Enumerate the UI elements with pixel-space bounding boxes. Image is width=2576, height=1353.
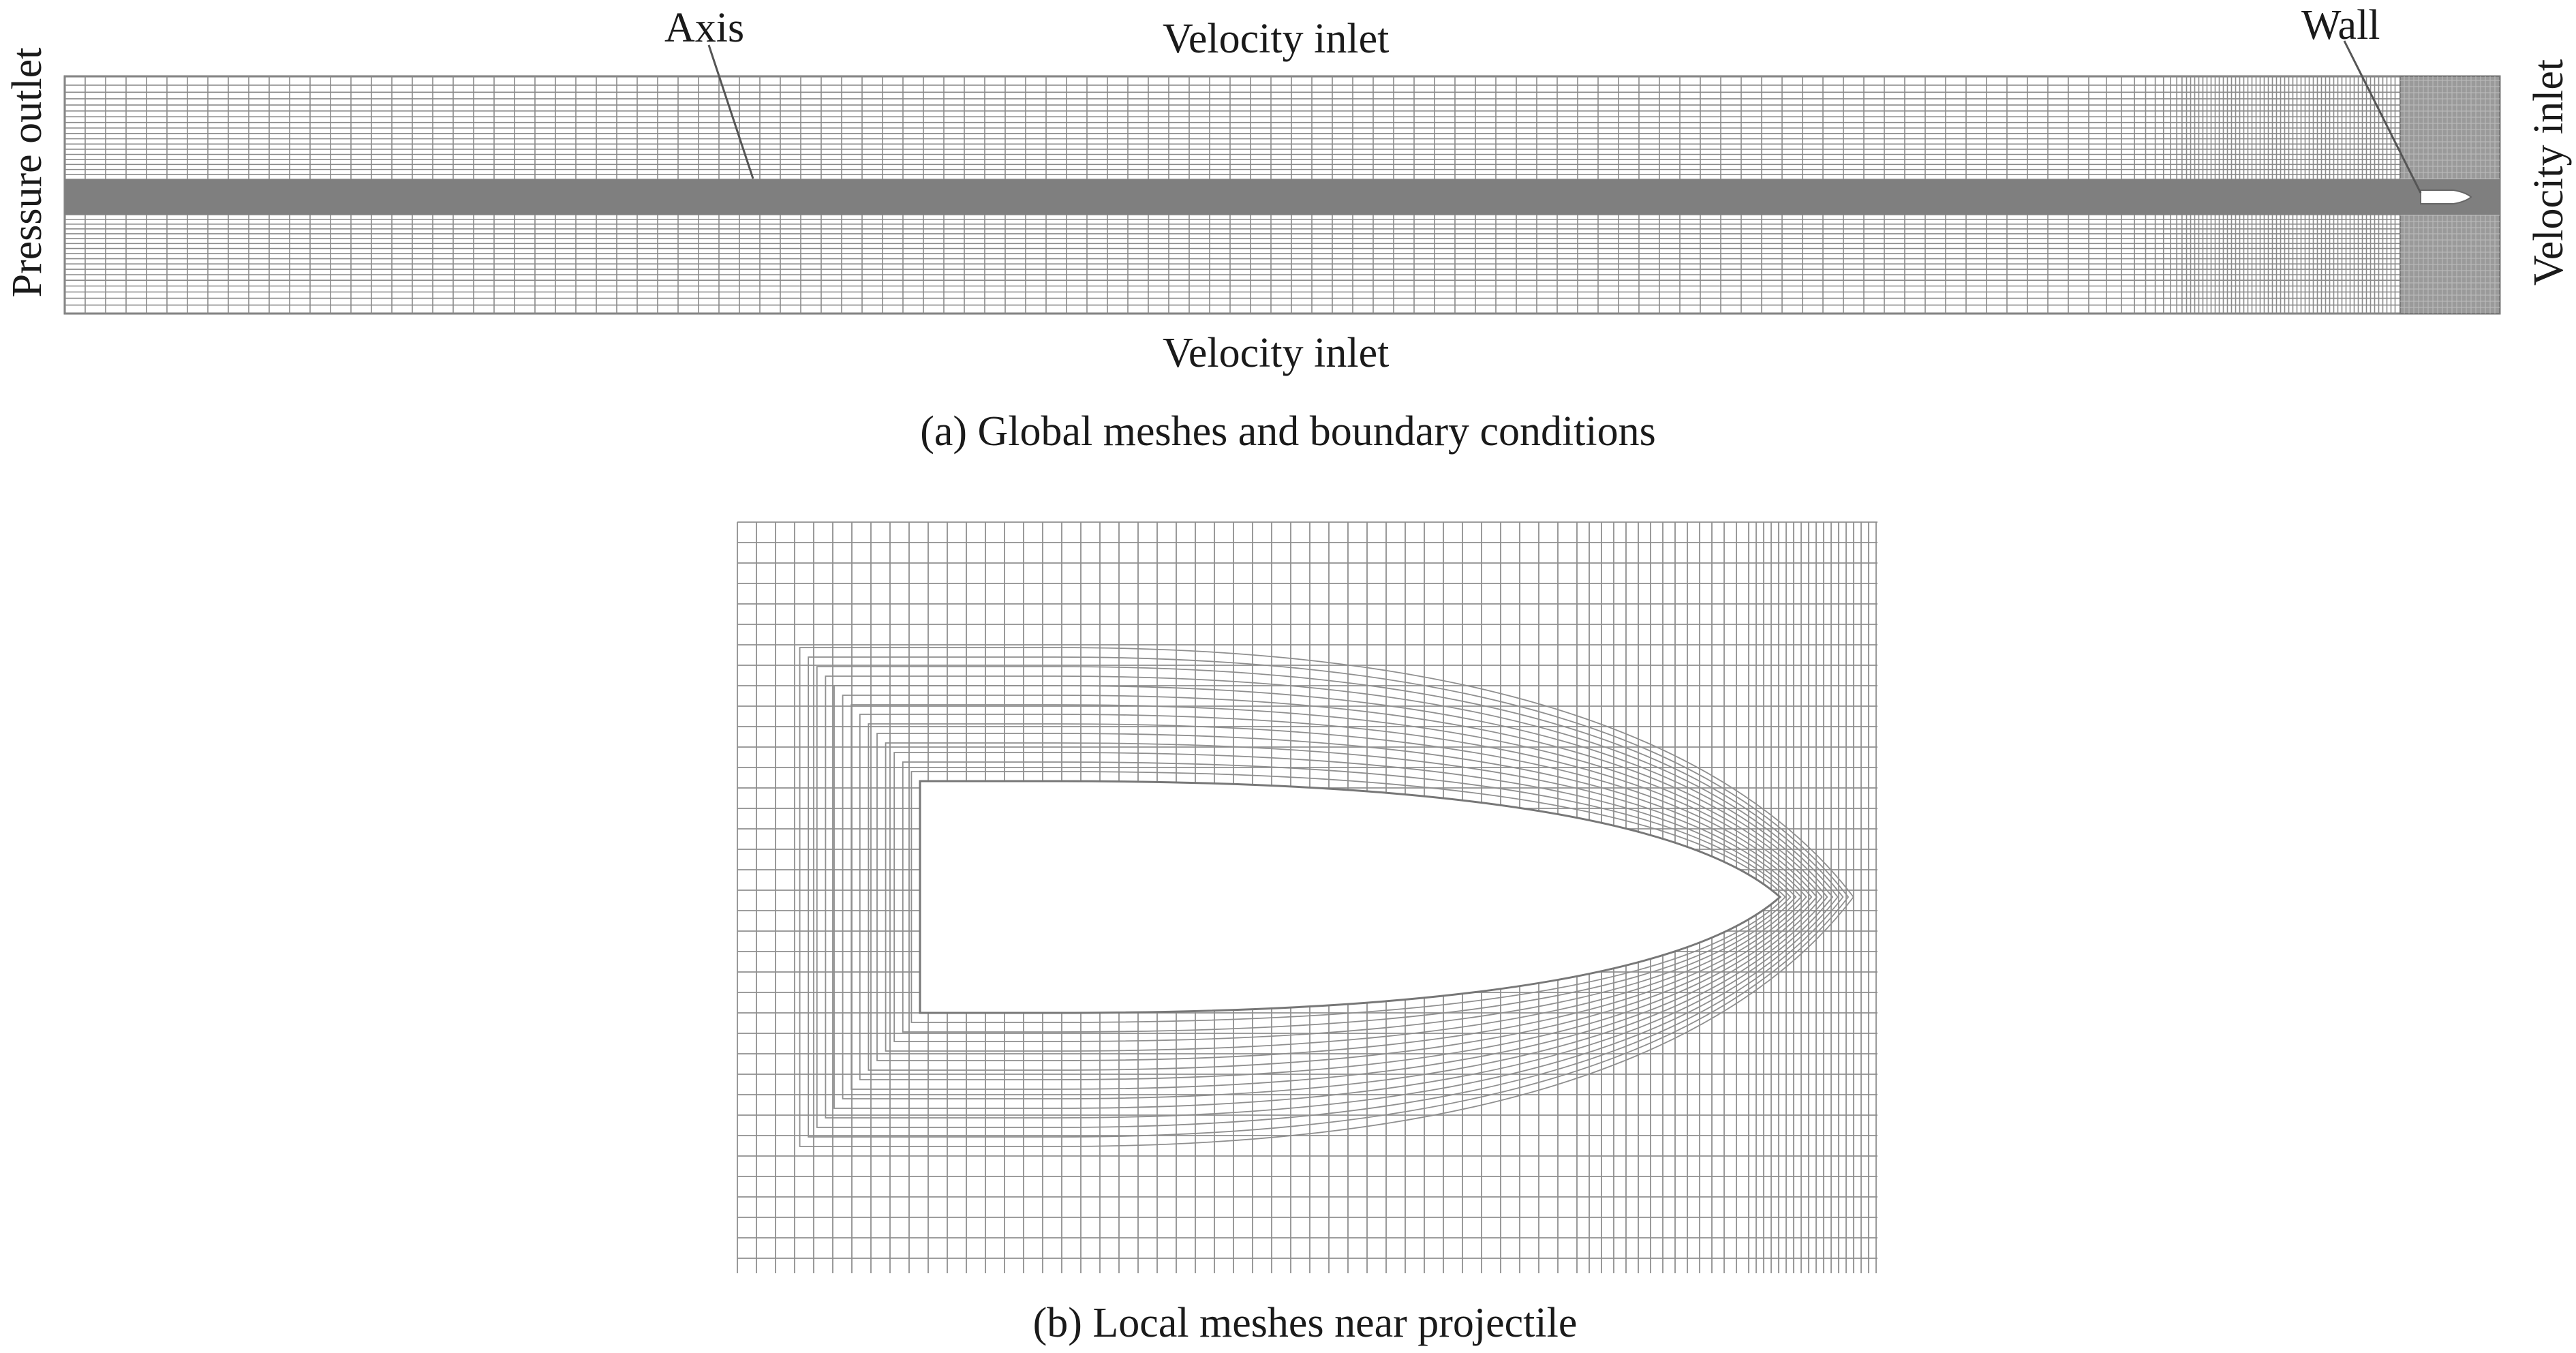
wall-label: Wall: [2301, 2, 2380, 48]
bottom-boundary-label: Velocity inlet: [1163, 330, 1390, 376]
top-boundary-label: Velocity inlet: [1163, 16, 1390, 62]
panel-a-caption: (a) Global meshes and boundary conditions: [920, 408, 1656, 455]
axis-label: Axis: [664, 5, 745, 51]
right-boundary-label: Velocity inlet: [2526, 59, 2572, 286]
left-boundary-label: Pressure outlet: [4, 47, 50, 298]
panel-b-caption: (b) Local meshes near projectile: [1032, 1300, 1578, 1346]
